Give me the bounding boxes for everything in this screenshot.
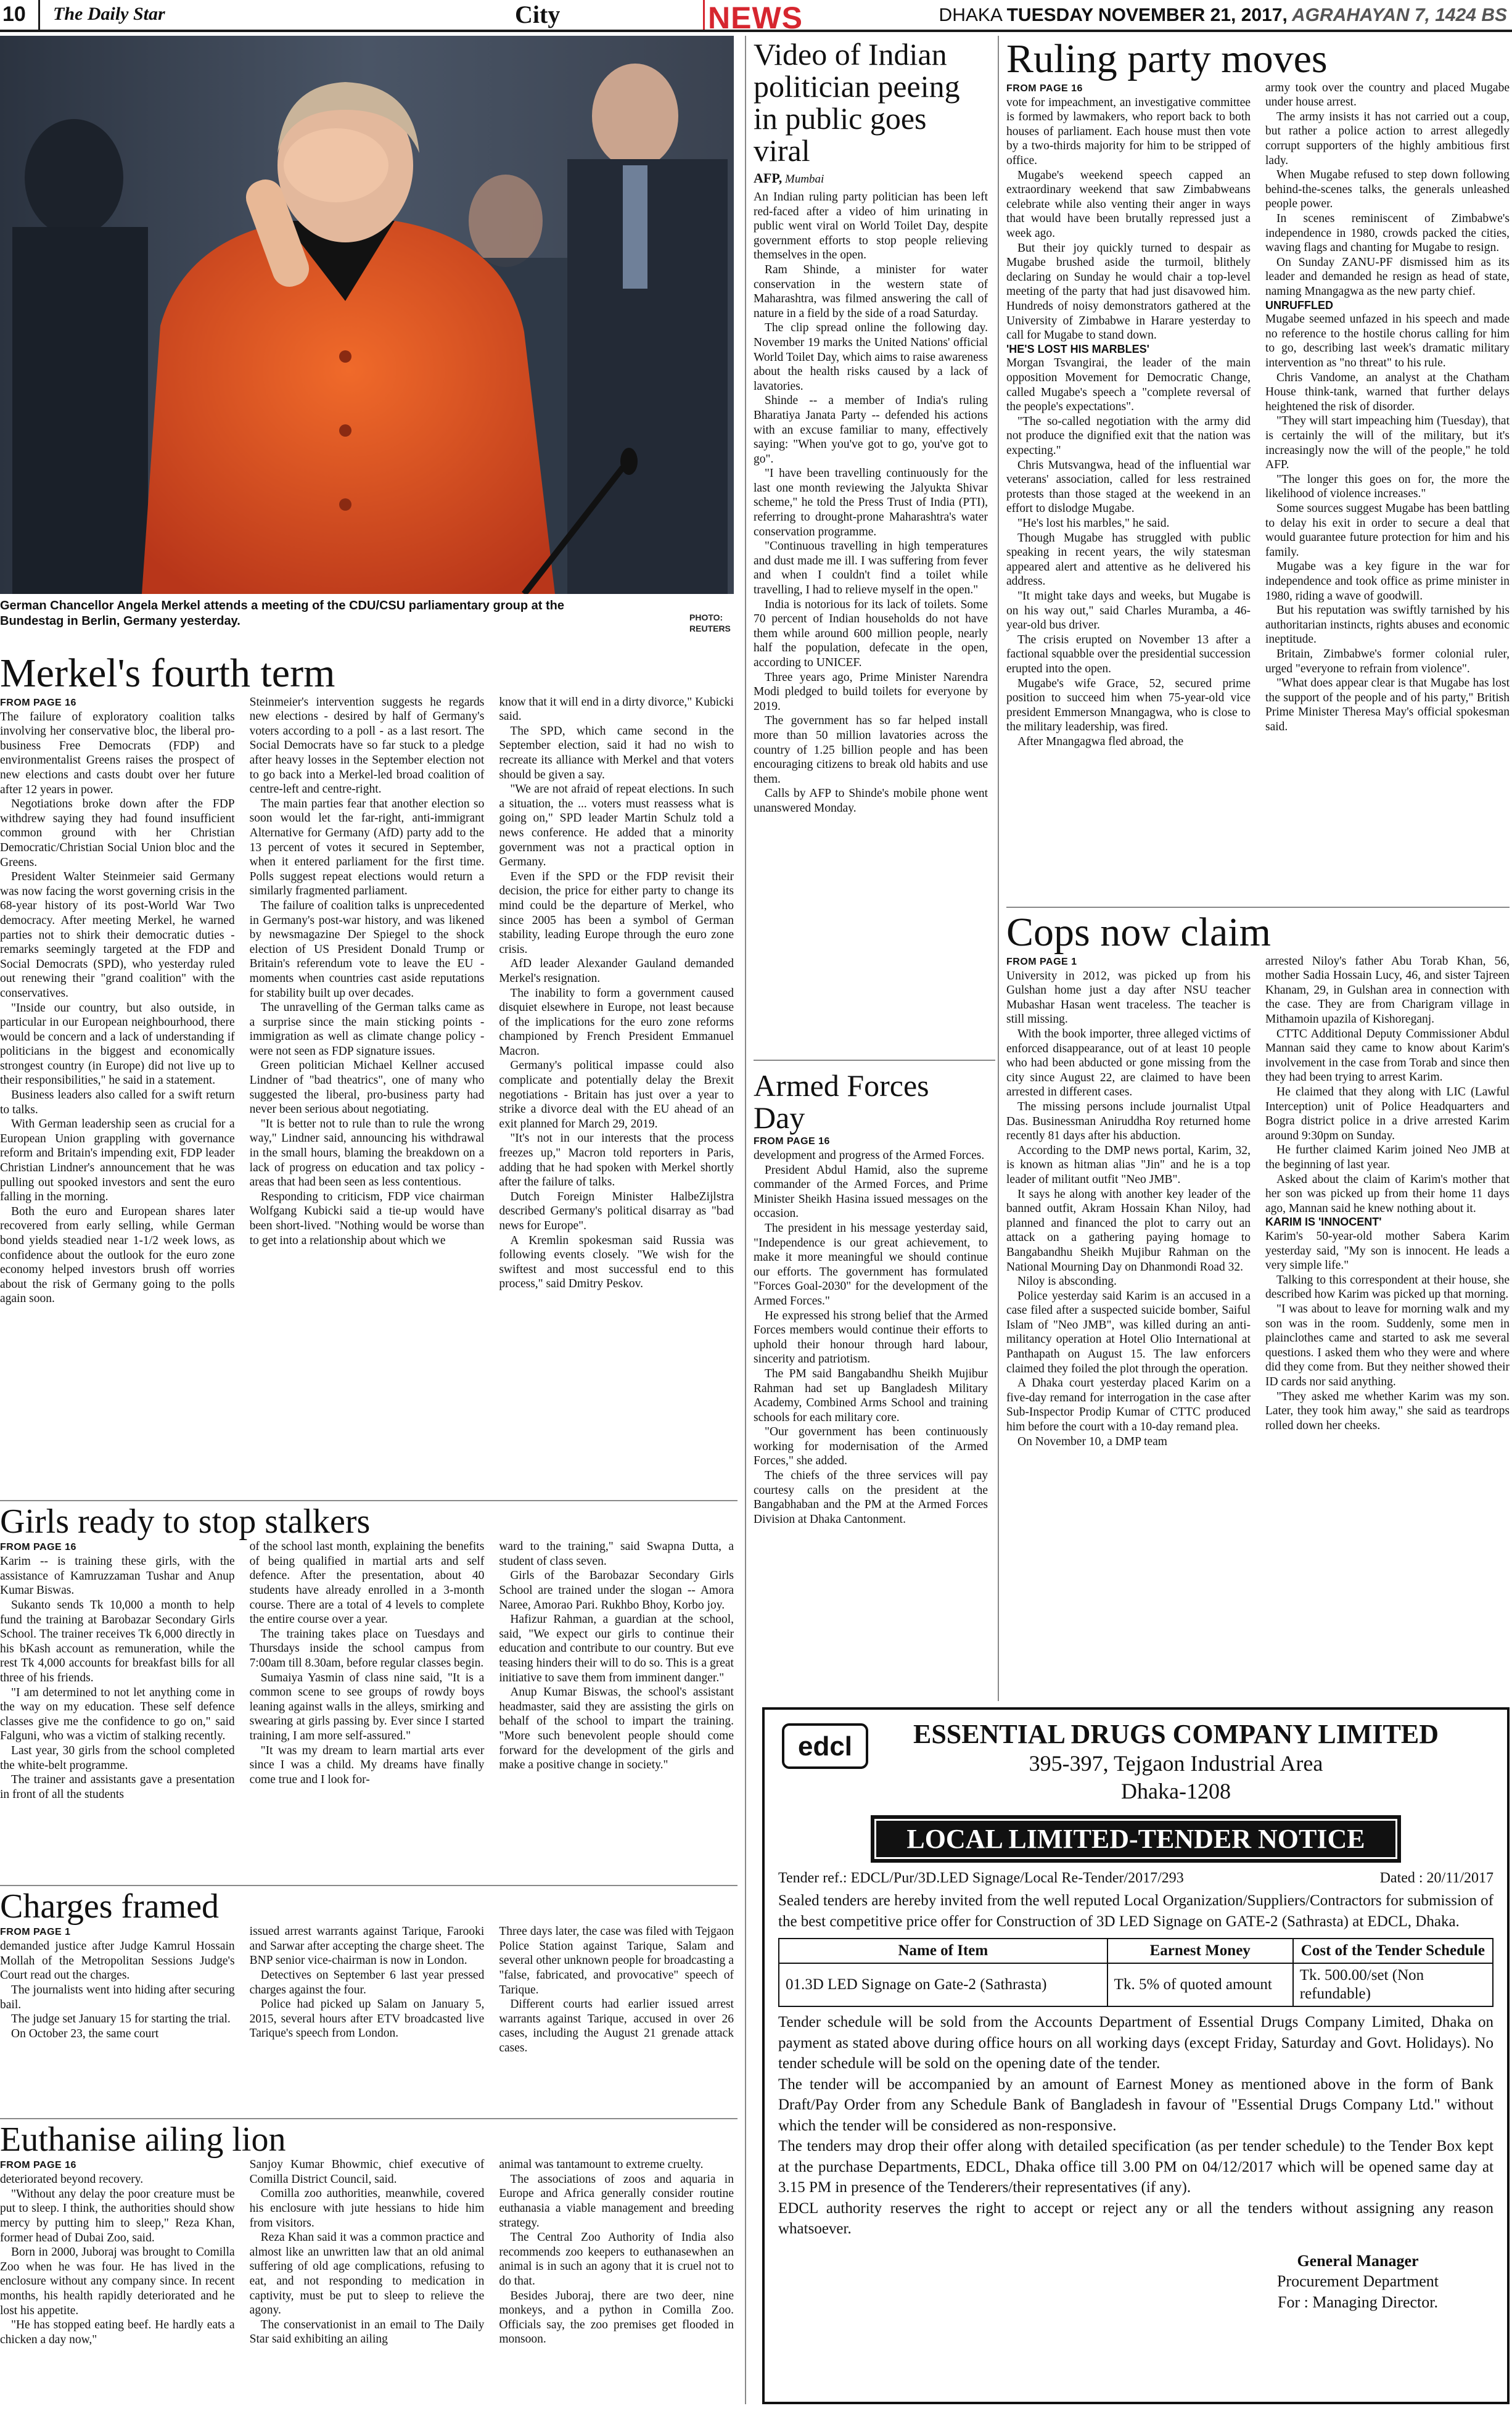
paragraph: "We are not afraid of repeat elections. In such a situation, the ... voters must reassess what is going on," SPD leader Martin Schulz told a news conference. He added that a minority government was not a practical option in Germany. (499, 783, 734, 869)
cops-col-1 (1006, 954, 1251, 1449)
signatory-for: For : Managing Director. (1278, 2293, 1438, 2312)
paragraph: "I am determined to not let anything come in the way on my education. These self defence classes give me the confidence to go on," said Falguni, who was a victim of stalking recently. (0, 1686, 235, 1743)
paragraph: The unravelling of the German talks came as a surprise since the main sticking points - immigration as well as climate change policy - were not seen as FDP signature issues. (249, 1001, 485, 1058)
merkel-col-1 (0, 695, 235, 1306)
byline: AFP, Mumbai (754, 170, 824, 186)
video-col (754, 190, 988, 816)
paragraph: The government has so far helped install more than 50 million lavatories across the country of 1.25 billion people and has been encouraging citizens to break old habits and use them. (754, 714, 988, 786)
story-lion (0, 2122, 734, 2347)
paragraph: The missing persons include journalist Utpal Das. Businessman Aniruddha Roy returned home recently 81 days after his abduction. (1006, 1100, 1251, 1143)
paragraph: Both the euro and European shares later recovered from early selling, while German bond yields steadied near 1-1/2 week lows, as confidence about the outlook for the euro zone economy helped investors brush off worries about the risk of Germany going to the polls again soon. (0, 1205, 235, 1306)
column-rule (745, 36, 746, 2404)
paragraph: "The longer this goes on for, the more the likelihood of violence increases." (1265, 472, 1510, 501)
paragraph: of the school last month, explaining the benefits of being qualified in martial arts and self defence. After the presentation, about 40 students have already enrolled in a 3-month course. There are a total of 4 levels to complete the entire course over a year. (249, 1540, 485, 1626)
ad-address-line-2: Dhaka-1208 (1121, 1779, 1231, 1803)
story-charges (0, 1889, 734, 2056)
paragraph: He further claimed Karim joined Neo JMB at the beginning of last year. (1265, 1144, 1510, 1171)
paragraph: "Without any delay the poor creature must be put to sleep. I think, the authorities should show mercy by putting him to sleep," Reza Khan, former head of Dubai Zoo, said. (0, 2187, 235, 2244)
paragraph: Mugabe's weekend speech capped an extraordinary weekend that saw Zimbabweans celebrate while also venting their anger in ways that would have been brutally repressed just a week ago. (1006, 168, 1251, 240)
paragraph: Steinmeier's intervention suggests he regards new elections - desired by half of Germany's voters according to a poll - as a last resort. The Social Democrats have so far stuck to a pledge after heavy losses in the September election not to go back into a Merkel-led broad coalition of centre-left and centre-right. (249, 695, 485, 796)
section-divider (0, 1500, 738, 1501)
section-divider (1006, 907, 1510, 908)
news-tag: NEWS (708, 1, 803, 35)
paragraph: India is notorious for its lack of toilets. Some 70 percent of Indian households do not have them while around 600 million people, nearly half the population, defecate in the open, according to UNICEF. (754, 598, 988, 669)
charges-col-3 (499, 1924, 734, 2055)
paragraph: Shinde -- a member of India's ruling Bharatiya Janata Party -- defended his actions with an excuse familiar to many, effectively saying: "When you've got to go, you've got to go". (754, 394, 988, 466)
ad-address-line-1: 395-397, Tejgaon Industrial Area (1029, 1751, 1323, 1776)
merkel-photo (0, 36, 734, 594)
from-page: FROM PAGE 1 (0, 1927, 71, 1938)
lion-col-2 (250, 2158, 485, 2347)
ad-paragraph: The tender will be accompanied by an amount of Earnest Money as mentioned above in the form of Bank Draft/Pay Order from any Schedule Bank of Bangladesh in favour of "Essential Drugs Company Ltd." without which the tender will be considered as non-responsive. (778, 2075, 1494, 2134)
paragraph: But their joy quickly turned to despair as Mugabe brushed aside the turmoil, blithely declaring on Sunday he would chair a top-level meeting of the party that had just disavowed him. Hundreds of noisy demonstrators gathered at the University of Zimbabwe in Harare yesterday to call for Mugabe to stand down. (1006, 241, 1251, 342)
story-girls (0, 1504, 734, 1802)
paragraph: Asked about the claim of Karim's mother that her son was picked up from their home 11 days ago, Mannan said he knew nothing about it. (1265, 1173, 1510, 1215)
paragraph: "What does appear clear is that Mugabe has lost the support of the people and of his party," British Prime Minister Theresa May's official spokesman said. (1265, 677, 1510, 733)
headline-girls: Girls ready to stop stalkers (0, 1502, 371, 1541)
paragraph: Niloy is absconding. (1017, 1275, 1117, 1288)
paragraph: Green politician Michael Kellner accused Lindner of "bad theatrics", one of many who suggested the liberal, pro-business party had never been serious about negotiating. (249, 1059, 485, 1116)
paragraph: The main parties fear that another election so soon would let the far-right, anti-immigrant Alternative for Germany (AfD) party add to the 13 percent of votes it secured in September, when it entered parliament for the first time. Polls suggest repeat elections would return a similarly fragmented parliament. (249, 797, 485, 898)
from-page: FROM PAGE 16 (0, 1542, 76, 1553)
paragraph: Karim -- is training these girls, with the assistance of Kamruzzaman Tushar and Anup Kumar Biswas. (0, 1555, 235, 1597)
paragraph: "It was my dream to learn martial arts ever since I was a child. My dreams have finally come true and I look for- (249, 1744, 485, 1786)
merkel-col-3 (499, 695, 734, 1306)
page-number: 10 (2, 2, 26, 26)
news-divider (703, 0, 705, 30)
paragraph: The conservationist in an email to The Daily Star said exhibiting an ailing (249, 2318, 485, 2346)
armed-col (754, 1136, 988, 1527)
paragraph: Besides Juboraj, there are two deer, nine monkeys, and a python in Comilla Zoo. Officials say, the zoo premises get flooded in monsoon. (499, 2289, 734, 2346)
paragraph: Karim's 50-year-old mother Sabera Karim yesterday said, "My son is innocent. He leads a very simple life." (1265, 1230, 1510, 1272)
paragraph: "He's lost his marbles," he said. (1017, 517, 1170, 530)
paragraph: "I have been travelling continuously for the last one month reviewing the Jalyukta Shivar scheme," he told the Press Trust of India (PTI), referring to drought-prone Maharashtra's water conservation programme. (754, 467, 988, 538)
paragraph: On October 23, the same court (11, 2027, 159, 2040)
subheading: UNRUFFLED (1265, 299, 1333, 311)
paragraph: "They asked me whether Karim was my son. Later, they took him away," she said as teardrops rolled down her cheeks. (1265, 1390, 1510, 1432)
paragraph: Business leaders also called for a swift return to talks. (0, 1089, 235, 1116)
from-page: FROM PAGE 16 (754, 1136, 830, 1147)
paragraph: Three days later, the case was filed with Tejgaon Police Station against Tarique, Salam and several other unknown people for broadcasting a "false, fabricated, and provocative" speech of Tarique. (499, 1925, 734, 1997)
section-divider (0, 1885, 738, 1886)
section-divider (754, 1060, 995, 1061)
ad-paragraph: Tender schedule will be sold from the Accounts Department of Essential Drugs Company Limited, Dhaka on payment as stated above during office hours on all working days (except Friday, Saturday and Govt. Holidays). No tender schedule will be sold on the opening date of the tender. (778, 2014, 1494, 2072)
paragraph: Calls by AFP to Shinde's mobile phone went unanswered Monday. (754, 787, 988, 815)
paragraph: deteriorated beyond recovery. (0, 2173, 144, 2186)
table-cell: 01.3D LED Signage on Gate-2 (Sathrasta) (779, 1963, 1107, 2006)
paragraph: Girls of the Barobazar Secondary Girls School are trained under the slogan -- Amora Naree, Amorao Pari. Rukhbo Bhoy, Korbo joy. (499, 1569, 734, 1612)
paragraph: The chiefs of the three services will pay courtesy calls on the president at the Bangabhaban and the PM at the Armed Forces Division at Dhaka Cantonment. (754, 1469, 988, 1526)
paragraph: The trainer and assistants gave a presentation in front of all the students (0, 1773, 235, 1801)
paragraph: "I was about to leave for morning walk and my son was in the room. Suddenly, some men in plainclothes came and started to ask me several questions. I asked them who they were and where did they come from. But they neither showed their ID cards nor said anything. (1265, 1303, 1510, 1389)
headline-lion: Euthanise ailing lion (0, 2120, 286, 2159)
lion-col-1 (0, 2158, 235, 2347)
headline-charges: Charges framed (0, 1887, 220, 1926)
ad-signature (1222, 2251, 1494, 2313)
ad-intro: Sealed tenders are hereby invited from the well reputed Local Organization/Suppliers/Contractors for submission of the best competitive price offer for Construction of 3D LED Signage on GATE-2 (Sathrasta) at EDCL, Dhaka. (778, 1892, 1494, 1930)
table-header: Cost of the Tender Schedule (1293, 1939, 1493, 1963)
headline-merkel: Merkel's fourth term (0, 651, 335, 696)
paragraph: The inability to form a government caused disquiet elsewhere in Europe, not least because of the implications for the euro zone reforms championed by French President Emmanuel Macron. (499, 986, 734, 1058)
paragraph: arrested Niloy's father Abu Torab Khan, 56, mother Sadia Hossain Lucy, 46, and sister Tajreen Khanam, 29, in Gulshan area in connection with the case. They are from Charigram village in Mithamoin upazila of Kishoreganj. (1265, 954, 1510, 1026)
table-header: Name of Item (779, 1939, 1107, 1963)
charges-col-2 (250, 1924, 485, 2055)
paragraph: After Mnangagwa fled abroad, the (1017, 735, 1184, 748)
paragraph: On November 10, a DMP team (1017, 1435, 1167, 1448)
paragraph: It says he along with another key leader of the banned outfit, Akram Hossain Khan Niloy, had planned and financed the plot to carry out an attack on a gathering paying homage to Bangabandhu Sheikh Mujibur Rahman on the National Mourning Day on Dhanmondi Road 32. (1006, 1187, 1251, 1274)
paragraph: Ram Shinde, a minister for water conservation in the western state of Maharashtra, was filmed answering the call of nature in a field by the side of a road Saturday. (754, 263, 988, 320)
merkel-col-2 (250, 695, 485, 1306)
paragraph: The failure of coalition talks is unprecedented in Germany's post-war history, and was likened by newsmagazine Der Spiegel to the shock election of US President Donald Trump or Britain's referendum vote to leave the EU - moments when countries cast aside reputations for stability built up over decades. (249, 899, 485, 1000)
paragraph: In scenes reminiscent of Zimbabwe's independence in 1980, crowds packed the cities, waving flags and chanting for Mugabe to resign. (1265, 212, 1510, 255)
paragraph: University in 2012, was picked up from his Gulshan home just a day after NSU teacher Mubashar Hasan went traceless. The teacher is still missing. (1006, 969, 1251, 1026)
paragraph: Mugabe was a key figure in the war for independence and took office as prime minister in 1980, riding a wave of goodwill. (1265, 560, 1510, 603)
ruling-col-1 (1006, 81, 1251, 749)
paragraph: army took over the country and placed Mugabe under house arrest. (1265, 81, 1510, 109)
signatory-title: General Manager (1297, 2251, 1419, 2270)
girls-col-1 (0, 1539, 235, 1802)
ruling-col-2 (1265, 81, 1510, 749)
paragraph: A Dhaka court yesterday placed Karim on a five-day remand for interrogation in the case after Sub-Inspector Prodip Kumar of CTTC produced him before the court with a 10-day remand plea. (1006, 1377, 1251, 1434)
paragraph: The failure of exploratory coalition talks involving her conservative bloc, the liberal pro-business Free Democrats (FDP) and environmentalist Greens raises the prospect of new elections and casts doubt over her future after 12 years in power. (0, 710, 235, 796)
paragraph: With German leadership seen as crucial for a European Union grappling with governance reform and Britain's impending exit, FDP leader Christian Lindner's announcement that he was pulling out spooked investors and sent the euro falling in the morning. (0, 1118, 235, 1204)
tender-advertisement (762, 1707, 1510, 2404)
headline-armed-forces: Armed Forces Day (754, 1068, 929, 1135)
lion-col-3 (499, 2158, 734, 2347)
story-video (754, 38, 988, 816)
paragraph: Hafizur Rahman, a guardian at the school, said, "We expect our girls to continue their education and contribute to our country. But eve teasing hinders their will to do so. This is a great initiative to save them from imminent danger." (499, 1613, 734, 1684)
paragraph: The crisis erupted on November 13 after a factional squabble over the presidential succession erupted into the open. (1006, 633, 1251, 675)
dateline: DHAKA TUESDAY NOVEMBER 21, 2017, AGRAHAYAN 7, 1424 BS (939, 5, 1507, 25)
story-armed-forces (754, 1069, 988, 1527)
paragraph: The SPD, which came second in the September election, said it had no wish to recreate its alliance with Merkel and that voters should be given a say. (499, 724, 734, 781)
paragraph: "They will start impeaching him (Tuesday), that is certainly the will of the military, but it's increasingly now the will of the people," he told AFP. (1265, 414, 1510, 472)
girls-col-3 (499, 1539, 734, 1802)
paragraph: demanded justice after Judge Kamrul Hossain Mollah of the Metropolitan Sessions Judge's Court read out the charges. (0, 1940, 235, 1982)
section-label: City (515, 1, 561, 28)
ad-paragraph: The tenders may drop their offer along with detailed specification (as per tender schedule) to the Tender Box kept at the purchase Departments, EDCL, Dhaka office till 3.00 PM on 04/12/2017 which will be opened same day at 3.15 PM in presence of the Tenderers/their representatives (if any). (778, 2138, 1494, 2196)
paragraph: AfD leader Alexander Gauland demanded Merkel's resignation. (499, 957, 734, 985)
paragraph: "Our government has been continuously working for modernisation of the Armed Forces," she added. (754, 1425, 988, 1468)
girls-col-2 (250, 1539, 485, 1802)
table-cell: Tk. 5% of quoted amount (1107, 1963, 1293, 2006)
paragraph: animal was tantamount to extreme cruelty. (499, 2158, 704, 2172)
section-divider (0, 2118, 738, 2119)
paragraph: But his reputation was swiftly tarnished by his authoritarian instincts, rights abuses and economic ineptitude. (1265, 604, 1510, 646)
paragraph: The associations of zoos and aquaria in Europe and Africa generally consider routine euthanasia a viable management and breeding strategy. (499, 2172, 734, 2230)
masthead-divider (38, 0, 40, 30)
edcl-logo (782, 1723, 868, 1769)
table-cell: Tk. 500.00/set (Non refundable) (1293, 1963, 1493, 2006)
paragraph: Sanjoy Kumar Bhowmic, chief executive of Comilla District Council, said. (249, 2158, 485, 2186)
photo-credit: PHOTO: REUTERS (689, 612, 731, 634)
paragraph: Three years ago, Prime Minister Narendra Modi pledged to build toilets for everyone by 2019. (754, 670, 988, 713)
paragraph: President Walter Steinmeier said Germany was now facing the worst governing crisis in the 68-year history of its post-World War Two democracy. After meeting Merkel, he warned parties not to shirk their democratic duties - remarks seemingly targeted at the FDP and Social Democrats (SPD), who yesterday ruled out renewing their "grand coalition" with the conservatives. (0, 870, 235, 1000)
signatory-department: Procurement Department (1276, 2272, 1439, 2291)
paragraph: Though Mugabe has struggled with public speaking in recent years, the wily statesman appeared alert and attentive as he delivered his address. (1006, 531, 1251, 588)
paper-logo: The Daily Star (53, 4, 165, 24)
paragraph: Germany's political impasse could also complicate and potentially delay the Brexit negotiations - Britain has just over a year to strike a divorce deal with the EU ahead of an exit planned for March 29, 2019. (499, 1059, 734, 1131)
merkel-photo-image (0, 36, 734, 594)
paragraph: He expressed his strong belief that the Armed Forces members would continue their efforts to uphold their honour through hard labour, sincerity and patriotism. (754, 1309, 988, 1366)
from-page: FROM PAGE 16 (0, 2160, 76, 2171)
from-page: FROM PAGE 16 (1006, 83, 1083, 94)
subheading: 'HE'S LOST HIS MARBLES' (1006, 342, 1149, 355)
paragraph: Comilla zoo authorities, meanwhile, covered his enclosure with jute hessians to hide him from visitors. (249, 2187, 485, 2230)
charges-col-1 (0, 1924, 235, 2055)
ad-paragraph: EDCL authority reserves the right to accept or reject any or all the tenders without assigning any reason whatsoever. (778, 2199, 1494, 2237)
from-page: FROM PAGE 1 (1006, 956, 1077, 967)
ad-company: ESSENTIAL DRUGS COMPANY LIMITED (913, 1719, 1439, 1749)
paragraph: Reza Khan said it was a common practice and almost like an unwritten law that an old animal suffering of old age complications, refusing to eat, and not responding to medication in captivity, must be put to sleep to relieve the agony. (249, 2231, 485, 2317)
headline-ruling-party: Ruling party moves (1006, 36, 1328, 81)
paragraph: vote for impeachment, an investigative committee is formed by lawmakers, who report back to both houses of parliament. Each house must then vote by a two-thirds majority for him to be stripped of office. (1006, 96, 1251, 167)
ad-reference-row (778, 1870, 1494, 1887)
paragraph: Sumaiya Yasmin of class nine said, "It is a common scene to see groups of rowdy boys leaning against walls in the alleys, smirking and swearing at girls passing by. Ever since I started training, I am more self-assured." (249, 1671, 485, 1742)
paragraph: Mugabe's wife Grace, 52, secured prime position to succeed him when 75-year-old vice president Emmerson Mnangagwa, who is close to the military leadership, was fired. (1006, 677, 1251, 734)
paragraph: When Mugabe refused to step down following behind-the-scenes talks, the generals unleashed people power. (1265, 168, 1510, 211)
paragraph: "Inside our country, but also outside, in particular in our European neighbourhood, there would be concern and a lack of understanding if politicians in the biggest and economically strongest country (in Europe) did not live up to their responsibilities," he said in a statement. (0, 1001, 235, 1087)
paragraph: President Abdul Hamid, also the supreme commander of the Armed Forces, and Prime Minister Sheikh Hasina issued messages on the occasion. (754, 1163, 988, 1221)
tender-ref: Tender ref.: EDCL/Pur/3D.LED Signage/Local Re-Tender/2017/293 (778, 1870, 1184, 1886)
paragraph: Anup Kumar Biswas, the school's assistant headmaster, said they are assisting the girls on behalf of the school to impart the training. "More such benevolent people should come forward for the development of the girls and make a positive change in society." (499, 1686, 734, 1772)
paragraph: The clip spread online the following day. November 19 marks the United Nations' official World Toilet Day, which aims to raise awareness about the health risks caused by a lack of lavatories. (754, 321, 988, 393)
paragraph: The PM said Bangabandhu Sheikh Mujibur Rahman had set up Bangladesh Military Academy, Combined Arms School and training schools for each military core. (754, 1367, 988, 1424)
from-page: FROM PAGE 16 (0, 697, 76, 708)
paragraph: On Sunday ZANU-PF dismissed him as its leader and demanded he resign as head of state, naming Mnangagwa as the new party chief. (1265, 255, 1510, 298)
logo-text: edcl (797, 1731, 853, 1762)
ad-notice-title: LOCAL LIMITED-TENDER NOTICE (871, 1815, 1401, 1863)
paragraph: A Kremlin spokesman said Russia was following events closely. "We wish for the swiftest and most successful end to this process," said Dmitry Peskov. (499, 1234, 734, 1291)
paragraph: The army insists it has not carried out a coup, but rather a police action to arrest allegedly corrupt supporters of the highly ambitious first lady. (1265, 110, 1510, 167)
paragraph: Responding to criticism, FDP vice chairman Wolfgang Kubicki said a tie-up would have been short-lived. "Nothing would be worse than to get into a relationship about which we (249, 1190, 485, 1247)
paragraph: Last year, 30 girls from the school completed the white-belt programme. (0, 1744, 235, 1772)
photo-caption: German Chancellor Angela Merkel attends a meeting of the CDU/CSU parliamentary group at the Bundestag in Berlin, Germany yesterday. (0, 599, 565, 628)
paragraph: Born in 2000, Juboraj was brought to Comilla Zoo when he was four. He has lived in the enclosure without any company since. In recent months, his health rapidly deteriorated and he lost his appetite. (0, 2246, 235, 2317)
paragraph: CTTC Additional Deputy Commissioner Abdul Mannan said they came to know about Karim's involvement in the case from Torab and since then they had been trying to arrest Karim. (1265, 1027, 1510, 1084)
paragraph: "The so-called negotiation with the army did not produce the dignified exit that the nation was expecting." (1006, 414, 1251, 458)
paragraph: Mugabe seemed unfazed in his speech and made no reference to the hostile chorus calling for him to go, describing last week's dramatic military intervention as "no threat" to his rule. (1265, 313, 1510, 370)
paragraph: "It's not in our interests that the process freezes up," Macron told reporters in Paris, adding that he had spoken with Merkel shortly after the failure of talks. (499, 1132, 734, 1189)
headline-video: Video of Indian politician peeing in public goes viral (754, 37, 960, 168)
paragraph: "It is better not to rule than to rule the wrong way," Lindner said, announcing his withdrawal in the small hours, blaming the breakdown on a lack of progress on education and tax policy - areas that had been seen as less contentious. (249, 1117, 485, 1189)
paragraph: ward to the training," said Swapna Dutta, a student of class seven. (499, 1540, 734, 1568)
tender-table (778, 1938, 1494, 2007)
table-row (779, 1963, 1493, 2006)
paragraph: Different courts had earlier issued arrest warrants against Tarique, accused in over 26 cases, including the August 21 grenade attack cases. (499, 1998, 734, 2055)
subheading: KARIM IS 'INNOCENT' (1265, 1216, 1382, 1229)
paragraph: Talking to this correspondent at their house, she described how Karim was picked up that morning. (1265, 1273, 1510, 1301)
paragraph: The journalists went into hiding after securing bail. (0, 1984, 235, 2011)
story-cops (1006, 912, 1510, 1449)
paragraph: Dutch Foreign Minister HalbeZijlstra described Germany's political disarray as "bad news for Europe". (499, 1190, 734, 1232)
headline-cops: Cops now claim (1006, 910, 1271, 955)
paragraph: Chris Mutsvangwa, head of the influential war veterans' association, called for less restrained protests than those staged at the weekend in an effort to dislodge Mugabe. (1006, 458, 1251, 516)
paragraph: know that it will end in a dirty divorce," Kubicki said. (499, 695, 734, 723)
paragraph: Sukanto sends Tk 10,000 a month to help fund the training at Barobazar Secondary Girls School. The trainer receives Tk 6,000 directly in his bKash account as remuneration, while the rest Tk 4,000 accounts for breakfast bills for all three of his friends. (0, 1599, 235, 1684)
paragraph: With the book importer, three alleged victims of enforced disappearance, out of at least 10 people who had been abducted or gone missing from the city since August 22, are claimed to have been arrested in different cases. (1006, 1028, 1251, 1099)
paragraph: Detectives on September 6 last year pressed charges against the four. (249, 1969, 485, 1997)
paragraph: The training takes place on Tuesdays and Thursdays inside the school campus from 7:00am till 8.30am, before regular classes begin. (249, 1627, 485, 1670)
paragraph: The Central Zoo Authority of India also recommends zoo keepers to euthanasewhen an animal is in such an agony that it is cruel not to do that. (499, 2231, 734, 2288)
paragraph: Chris Vandome, an analyst at the Chatham House think-tank, warned that further delays heightened the risk of disorder. (1265, 371, 1510, 413)
paragraph: The judge set January 15 for starting the trial. (11, 2013, 231, 2026)
paragraph: "It might take days and weeks, but Mugabe is on his way out," said Charles Muramba, a 46-year-old bus driver. (1006, 589, 1251, 632)
story-ruling-party (1006, 38, 1510, 749)
paragraph: The president in his message yesterday said, "Independence is our great achievement, to make it more meaningful we should continue our efforts. The government has formulated "Forces Goal-2030" for the development of the Armed Forces." (754, 1221, 988, 1308)
table-header: Earnest Money (1107, 1939, 1293, 1963)
paragraph: Police yesterday said Karim is an accused in a case filed after a suspected suicide bomber, Saiful Islam of "Neo JMB", was killed during an anti-militancy operation at Hotel Olio International at Panthapath on August 15. The law enforcers claimed they foiled the plot through the operation. (1006, 1289, 1251, 1375)
paragraph: An Indian ruling party politician has been left red-faced after a video of him urinating in public went viral on World Toilet Day, despite government efforts to stop people relieving themselves in the open. (754, 191, 988, 262)
masthead (0, 0, 1512, 35)
paragraph: Police had picked up Salam on January 5, 2015, several hours after ETV broadcasted live Tarique's speech from London. (249, 1998, 485, 2040)
cops-col-2 (1265, 954, 1510, 1449)
paragraph: According to the DMP news portal, Karim, 32, is known as hitman alias "Jin" and he is a top leader of militant outfit "Neo JMB". (1006, 1144, 1251, 1186)
tender-date: Dated : 20/11/2017 (1379, 1870, 1494, 1886)
column-rule (998, 36, 999, 1701)
paragraph: Some sources suggest Mugabe has been battling to delay his exit in order to secure a deal that would guarantee future protection for him and his family. (1265, 502, 1510, 559)
paragraph: Even if the SPD or the FDP revisit their decision, the price for either party to change its mind could be the departure of Merkel, who since 2005 has been a symbol of German stability, leading Europe through the euro zone crisis. (499, 870, 734, 956)
paragraph: He claimed that they along with LIC (Lawful Interception) unit of Police Headquarters and Bogra district police in a drive arrested Karim around 9:30pm on Sunday. (1265, 1085, 1510, 1142)
paragraph: Negotiations broke down after the FDP withdrew saying they had found insufficient common ground with her Christian Democratic/Christian Social Union bloc and the Greens. (0, 797, 235, 869)
paragraph: issued arrest warrants against Tarique, Farooki and Sarwar after accepting the charge sheet. The BNP senior vice-chairman is now in London. (249, 1925, 485, 1968)
paragraph: development and progress of the Armed Forces. (754, 1149, 985, 1162)
paragraph: "Continuous travelling in high temperatures and dust made me ill. I was suffering from fever and when I couldn't find a toilet while travelling, I had to relieve myself in the open." (754, 540, 988, 597)
paragraph: Morgan Tsvangirai, the leader of the main opposition Movement for Democratic Change, called Mugabe's speech a "complete reversal of the people's expectations". (1006, 356, 1251, 414)
story-merkel (0, 653, 734, 1306)
paragraph: Britain, Zimbabwe's former colonial ruler, urged "everyone to refrain from violence". (1265, 647, 1510, 675)
paragraph: "He has stopped eating beef. He hardly eats a chicken a day now," (0, 2318, 235, 2346)
